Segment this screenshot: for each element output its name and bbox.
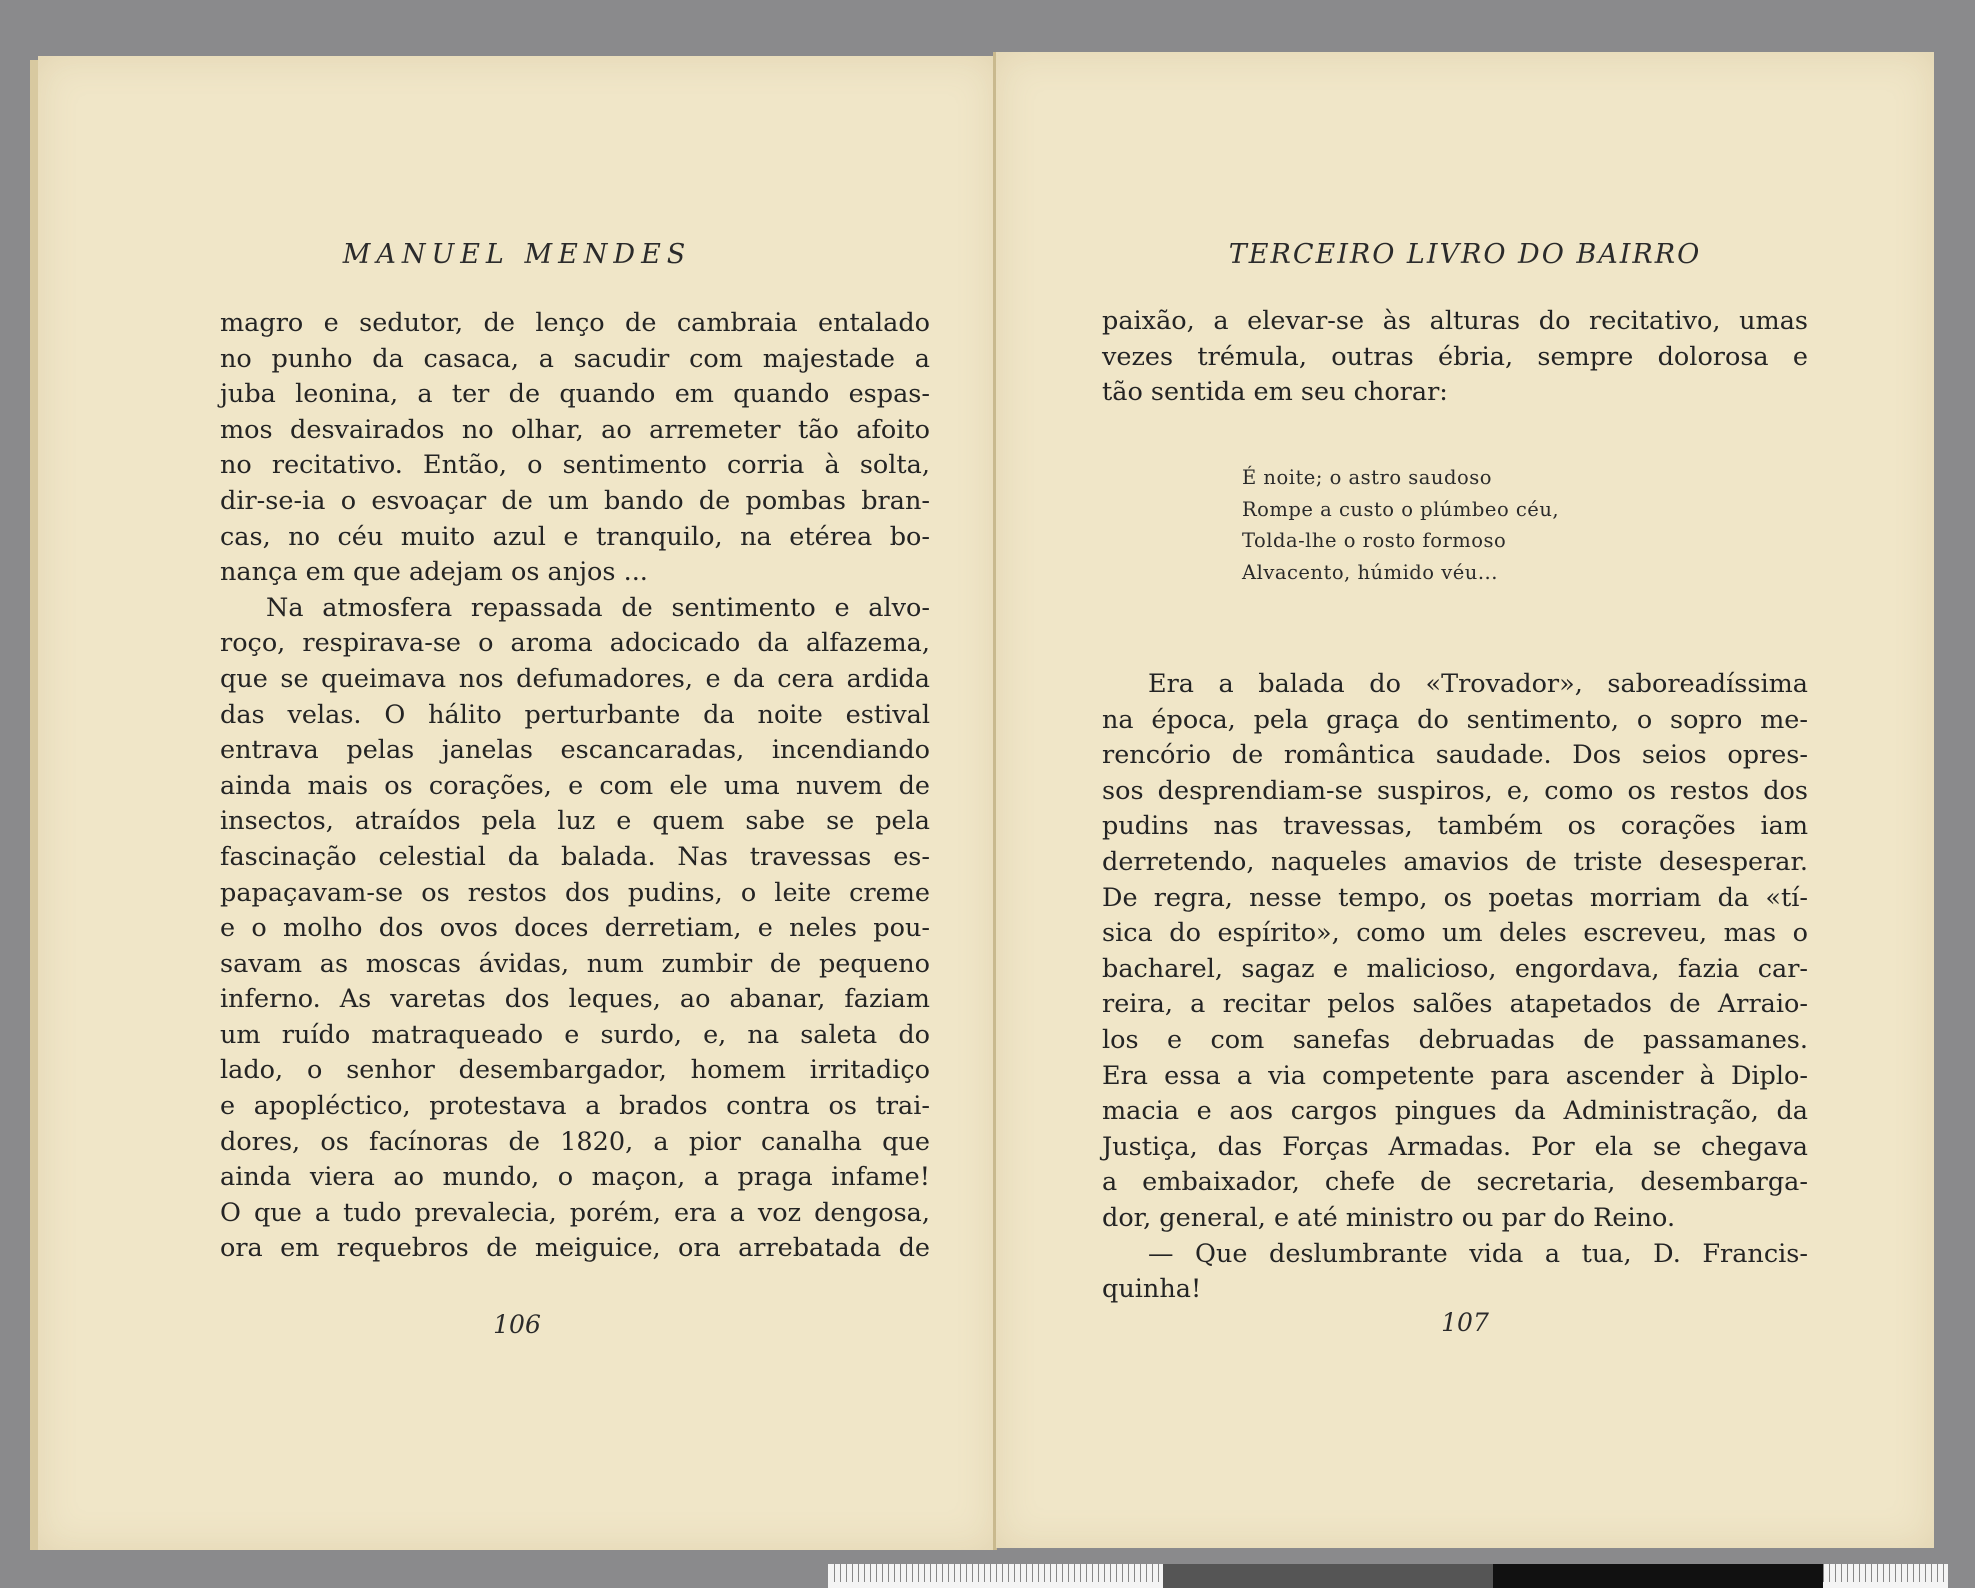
text-line: a embaixador, chefe de secretaria, desembarga- (1102, 1167, 1808, 1198)
text-line: das velas. O hálito perturbante da noite estival (220, 699, 930, 730)
text-line: dor, general, e até ministro ou par do Reino. (1102, 1202, 1676, 1233)
text-line: pudins nas travessas, também os corações iam (1102, 811, 1808, 842)
text-line: Era a balada do «Trovador», saboreadíssima (1148, 669, 1808, 699)
verse-line: Alvacento, húmido véu... (1242, 560, 1498, 584)
text-line: insectos, atraídos pela luz e quem sabe se pela (220, 806, 930, 837)
text-line: um ruído matraqueado e surdo, e, na saleta do (220, 1019, 930, 1050)
text-line: fascinação celestial da balada. Nas travessas es- (220, 841, 930, 872)
text-line: paixão, a elevar-se às alturas do recitativo, umas (1102, 306, 1808, 336)
text-line: De regra, nesse tempo, os poetas morriam da «tí- (1102, 882, 1808, 913)
text-line: sos desprendiam-se suspiros, e, como os restos dos (1102, 775, 1808, 806)
text-line: rencório de romântica saudade. Dos seios opres- (1102, 740, 1808, 771)
text-line: papaçavam-se os restos dos pudins, o leite creme (220, 877, 930, 908)
text-line: no punho da casaca, a sacudir com majestade a (220, 343, 930, 374)
text-line: e apopléctico, protestava a brados contra os trai- (220, 1091, 930, 1122)
text-line: reira, a recitar pelos salões atapetados de Arraio- (1102, 989, 1808, 1020)
page-number-left: 106 (493, 1310, 541, 1339)
text-line: entrava pelas janelas escancaradas, incendiando (220, 735, 930, 766)
verse-line: É noite; o astro saudoso (1242, 466, 1492, 489)
text-line: que se queimava nos defumadores, e da cera ardida (220, 663, 930, 694)
text-line: ora em requebros de meiguice, ora arrebatada de (220, 1233, 930, 1264)
text-line: ainda mais os corações, e com ele uma nuvem de (220, 770, 930, 801)
text-line: juba leonina, a ter de quando em quando espas- (220, 379, 930, 410)
text-line: los e com sanefas debruadas de passamanes. (1102, 1024, 1808, 1055)
text-line: macia e aos cargos pingues da Administração, da (1102, 1096, 1808, 1127)
text-line: Justiça, das Forças Armadas. Por ela se chegava (1102, 1131, 1808, 1162)
text-line: e o molho dos ovos doces derretiam, e neles pou- (220, 913, 930, 944)
ruler-ticks (1823, 1564, 1948, 1582)
right-page (996, 52, 1934, 1548)
text-line: — Que deslumbrante vida a tua, D. Francis- (1148, 1238, 1808, 1269)
text-line: quinha! (1102, 1274, 1202, 1305)
text-line: tão sentida em seu chorar: (1102, 377, 1448, 408)
verse-block (1242, 462, 1559, 588)
running-head-right: TERCEIRO LIVRO DO BAIRRO (1228, 239, 1702, 270)
text-line: vezes trémula, outras ébria, sempre dolorosa e (1102, 341, 1808, 372)
text-line: bacharel, sagaz e malicioso, engordava, fazia car- (1102, 953, 1808, 984)
text-line: derretendo, naqueles amavios de triste desesperar. (1102, 846, 1808, 877)
text-line: O que a tudo prevalecia, porém, era a voz dengosa, (220, 1197, 930, 1228)
left-page (38, 56, 996, 1550)
text-line: ainda viera ao mundo, o maçon, a praga infame! (220, 1162, 930, 1193)
text-line: dir-se-ia o esvoaçar de um bando de pombas bran- (220, 485, 930, 516)
text-line: no recitativo. Então, o sentimento corria à solta, (220, 450, 930, 481)
left-page-body (220, 306, 930, 1267)
ruler-ticks (834, 1564, 1164, 1582)
page-number-right: 107 (1441, 1308, 1489, 1337)
text-line: mos desvairados no olhar, ao arremeter tão afoito (220, 414, 930, 445)
text-line: lado, o senhor desembargador, homem irritadiço (220, 1055, 930, 1086)
running-head-left: MANUEL MENDES (342, 239, 692, 270)
text-line: Era essa a via competente para ascender à Diplo- (1102, 1060, 1808, 1091)
gray-patch (1163, 1564, 1493, 1588)
black-patch (1493, 1564, 1823, 1588)
text-line: savam as moscas ávidas, num zumbir de pequeno (220, 948, 930, 979)
text-line: inferno. As varetas dos leques, ao abanar, faziam (220, 984, 930, 1015)
color-scale-ruler (828, 1564, 1948, 1588)
text-line: nança em que adejam os anjos ... (220, 557, 648, 588)
text-line: cas, no céu muito azul e tranquilo, na etérea bo- (220, 521, 930, 552)
text-line: na época, pela graça do sentimento, o sopro me- (1102, 704, 1808, 735)
verse-line: Tolda-lhe o rosto formoso (1242, 529, 1507, 552)
text-line: roço, respirava-se o aroma adocicado da alfazema, (220, 628, 930, 659)
text-line: dores, os facínoras de 1820, a pior canalha que (220, 1126, 930, 1157)
text-line: sica do espírito», como um deles escreveu, mas o (1102, 918, 1808, 949)
text-line: Na atmosfera repassada de sentimento e alvo- (266, 592, 930, 623)
verse-line: Rompe a custo o plúmbeo céu, (1242, 497, 1560, 521)
right-page-body-bottom (1102, 667, 1808, 1308)
text-line: magro e sedutor, de lenço de cambraia entalado (220, 308, 930, 338)
right-page-body-top (1102, 304, 1808, 411)
